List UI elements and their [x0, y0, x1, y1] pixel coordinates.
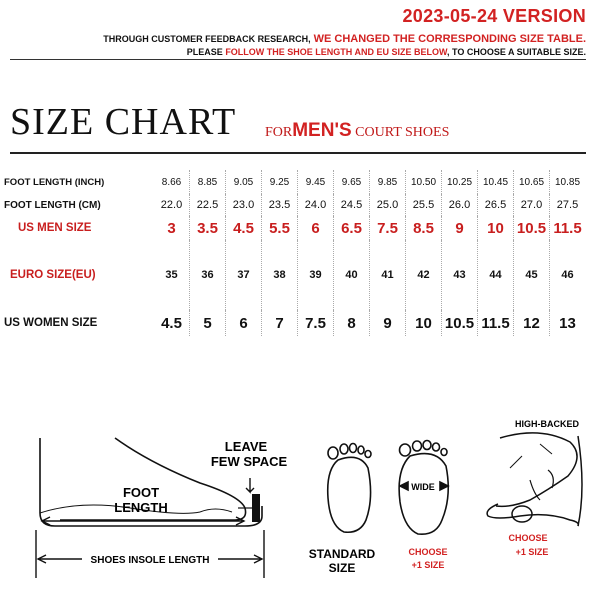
high-backed-foot-icon	[487, 433, 582, 526]
size-cell: 10.85	[550, 170, 586, 194]
size-cell: 45	[514, 240, 550, 310]
size-cell: 6	[298, 216, 334, 240]
choose-size-label-3: CHOOSE	[508, 533, 548, 543]
size-cell: 39	[298, 240, 334, 310]
standard-foot-icon	[328, 444, 371, 533]
size-cell: 9.65	[334, 170, 370, 194]
size-cell: 24.5	[334, 194, 370, 216]
size-cell: 7	[262, 310, 298, 336]
size-cell: 10.50	[406, 170, 442, 194]
size-cell: 10	[406, 310, 442, 336]
size-cell: 8	[334, 310, 370, 336]
size-cell: 8.5	[406, 216, 442, 240]
size-cell: 35	[165, 269, 178, 281]
size-cell: 26.0	[442, 194, 478, 216]
wide-label: WIDE	[411, 482, 435, 492]
size-cell: 10.5	[442, 310, 478, 336]
size-cell: 10.45	[478, 170, 514, 194]
size-cell: 9.25	[262, 170, 298, 194]
size-cell: 8.66	[161, 176, 182, 188]
size-chart-subtitle	[265, 120, 449, 142]
size-cell: 25.0	[370, 194, 406, 216]
size-cell: 24.0	[298, 194, 334, 216]
size-cell: 46	[550, 240, 586, 310]
notice-line-2	[187, 46, 586, 58]
size-cell: 10.25	[442, 170, 478, 194]
size-cell: 11.5	[550, 216, 586, 240]
notice2-highlight: FOLLOW THE SHOE LENGTH AND EU SIZE BELOW	[225, 47, 447, 57]
size-cell: 6.5	[334, 216, 370, 240]
size-cell: 9.45	[298, 170, 334, 194]
leave-label-1: LEAVE	[224, 439, 268, 454]
toe-space-marker	[252, 494, 260, 522]
measurement-diagram	[0, 408, 600, 600]
size-cell: 37	[226, 240, 262, 310]
size-table	[0, 170, 585, 336]
size-cell: 5.5	[262, 216, 298, 240]
size-cell: 7.5	[298, 310, 334, 336]
size-cell: 42	[406, 240, 442, 310]
size-cell: 40	[334, 240, 370, 310]
choose-size-label-4: +1 SIZE	[515, 547, 549, 557]
size-cell: 12	[514, 310, 550, 336]
size-cell: 7.5	[370, 216, 406, 240]
foot-length-arrow	[42, 517, 244, 525]
size-cell: 10.5	[514, 216, 550, 240]
size-cell: 10.65	[514, 170, 550, 194]
euro-size-row	[0, 240, 585, 310]
notice2-prefix: PLEASE	[186, 47, 226, 57]
leave-label-2: FEW SPACE	[210, 454, 288, 469]
row-label: US WOMEN SIZE	[4, 317, 98, 329]
subtitle-court-shoes: COURT SHOES	[351, 125, 450, 140]
size-cell: 23.0	[226, 194, 262, 216]
size-cell: 4.5	[226, 216, 262, 240]
header-divider	[10, 59, 586, 60]
size-cell: 8.85	[190, 170, 226, 194]
row-label: EURO SIZE(EU)	[10, 269, 96, 281]
size-cell: 13	[550, 310, 586, 336]
size-cell: 11.5	[478, 310, 514, 336]
size-cell: 44	[478, 240, 514, 310]
us-women-size-row	[0, 310, 585, 336]
choose-size-label-1: CHOOSE	[408, 547, 448, 557]
row-label: US MEN SIZE	[18, 222, 92, 234]
size-cell: 38	[262, 240, 298, 310]
foot-length-label-2: LENGTH	[114, 500, 168, 515]
subtitle-mens: MEN'S	[292, 120, 352, 141]
us-men-size-row	[0, 216, 585, 240]
size-cell: 5	[190, 310, 226, 336]
size-cell: 3.5	[190, 216, 226, 240]
size-cell: 4.5	[161, 314, 182, 332]
size-cell: 22.5	[190, 194, 226, 216]
foot-length-inch-row	[0, 170, 585, 194]
subtitle-for: FOR	[265, 125, 293, 140]
notice-highlight: WE CHANGED THE CORRESPONDING SIZE TABLE.	[310, 33, 586, 45]
high-backed-label: HIGH-BACKED	[515, 419, 579, 429]
row-label: FOOT LENGTH (CM)	[4, 199, 101, 211]
standard-size-label-2: SIZE	[328, 561, 356, 575]
size-cell: 9	[442, 216, 478, 240]
size-cell: 36	[190, 240, 226, 310]
size-cell: 27.5	[550, 194, 586, 216]
size-cell: 10	[478, 216, 514, 240]
choose-size-label-2: +1 SIZE	[411, 560, 445, 570]
size-cell: 41	[370, 240, 406, 310]
insole-length-label: SHOES INSOLE LENGTH	[90, 555, 210, 566]
foot-length-label-1: FOOT	[122, 485, 160, 500]
notice-prefix: THROUGH CUSTOMER FEEDBACK RESEARCH,	[103, 34, 311, 44]
notice2-suffix: , TO CHOOSE A SUITABLE SIZE.	[446, 47, 586, 57]
size-cell: 25.5	[406, 194, 442, 216]
size-cell: 3	[167, 219, 176, 237]
size-cell: 26.5	[478, 194, 514, 216]
standard-size-label-1: STANDARD	[308, 547, 376, 561]
size-cell: 9.05	[226, 170, 262, 194]
size-cell: 27.0	[514, 194, 550, 216]
title-divider	[10, 152, 586, 154]
size-cell: 9.85	[370, 170, 406, 194]
size-chart-title: SIZE CHART	[10, 101, 237, 143]
size-cell: 9	[370, 310, 406, 336]
size-cell: 22.0	[160, 199, 183, 211]
notice-line-1	[10, 33, 586, 45]
size-cell: 23.5	[262, 194, 298, 216]
size-cell: 43	[442, 240, 478, 310]
version-label: 2023-05-24 VERSION	[402, 6, 586, 26]
foot-length-cm-row	[0, 194, 585, 216]
size-cell: 6	[226, 310, 262, 336]
row-label: FOOT LENGTH (INCH)	[4, 176, 105, 188]
